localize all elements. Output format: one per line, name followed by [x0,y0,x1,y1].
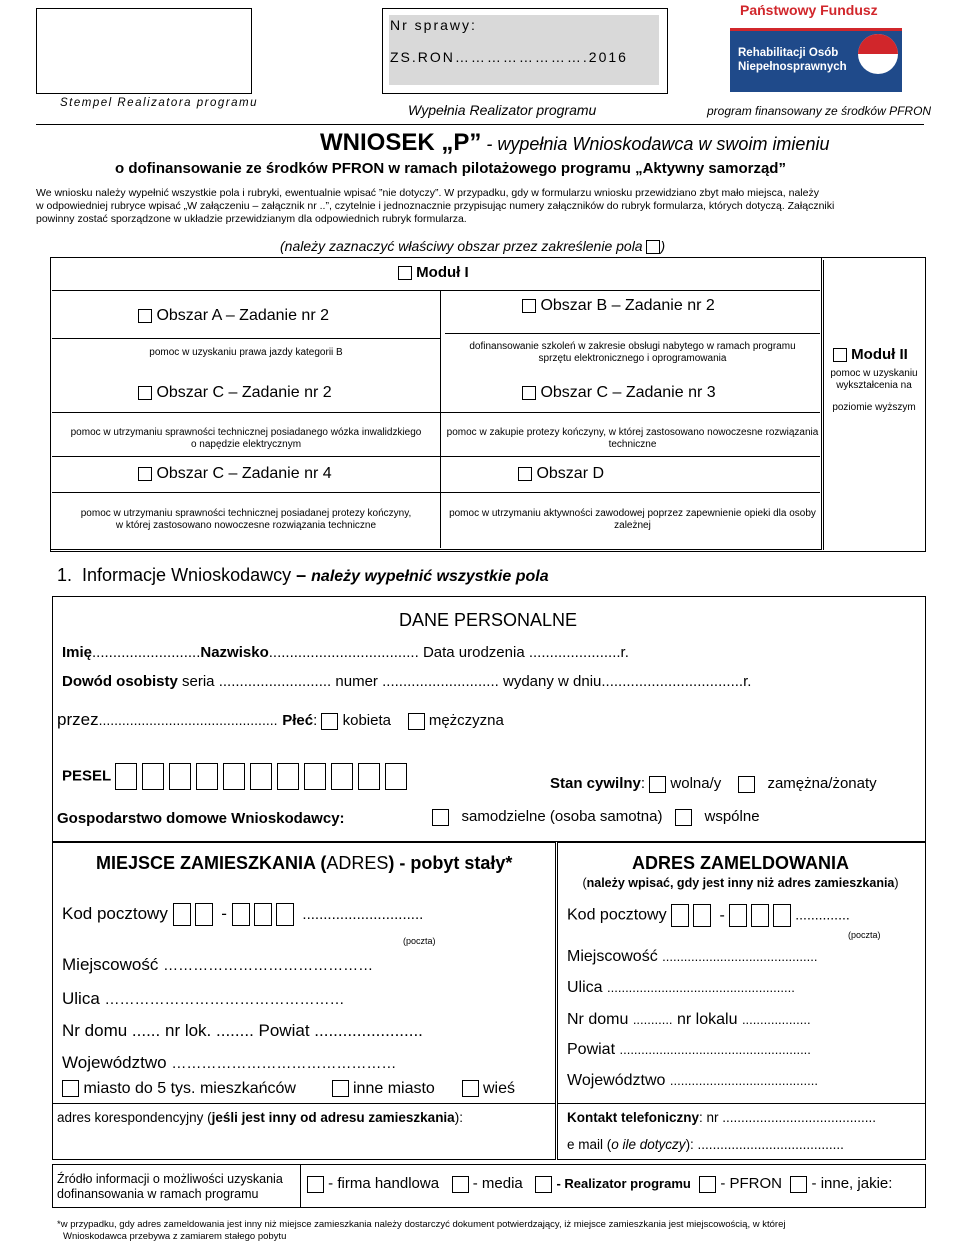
registration-note: (należy wpisać, gdy jest inny niż adres zamieszkania) [582,876,899,890]
res-locality-type-row: miasto do 5 tys. mieszkańców inne miasto wieś [62,1080,515,1098]
form-subtitle: o dofinansowanie ze środków PFRON w ramach pilotażowego programu „Aktywny samorząd” [115,160,786,177]
source-media-checkbox[interactable] [452,1176,469,1193]
id-issue-date-field[interactable]: ..................................r. [601,673,752,690]
source-label: Źródło informacji o możliwości uzyskania dofinansowania w ramach programu [57,1172,283,1201]
issuer-field[interactable]: .............................................. [98,712,278,728]
logo-emblem [858,34,898,74]
reg-city-row[interactable]: Miejscowość ........................................... [567,948,818,965]
res-voivodeship-row[interactable]: Województwo ……………………………………… [62,1053,397,1072]
modul2-title[interactable]: Moduł II [833,346,908,363]
reg-street-row[interactable]: Ulica .................................................... [567,979,795,996]
area-a2-desc: pomoc w uzyskaniu prawa jazdy kategorii B [149,347,343,358]
locality-small-town-checkbox[interactable] [62,1080,79,1097]
residence-heading: MIEJSCE ZAMIESZKANIA (ADRES) - pobyt stały* [96,853,513,873]
stamp-box [36,8,252,94]
modul1-checkbox[interactable] [398,266,412,280]
logo-line3: Niepełnosprawnych [738,61,847,73]
household-options: samodzielne (osoba samotna) wspólne [432,808,760,826]
marital-single-checkbox[interactable] [649,776,666,793]
household-row: Gospodarstwo domowe Wnioskodawcy: [57,810,345,827]
source-realizator-checkbox[interactable] [535,1176,552,1193]
birth-date-field[interactable]: ......................r. [528,644,629,661]
area-c3-title[interactable]: Obszar C – Zadanie nr 3 [522,384,716,402]
area-d-desc: pomoc w utrzymaniu aktywności zawodowej poprzez zapewnienie opieki dla osoby zależnej [449,508,816,531]
modul1-label[interactable]: Moduł I [398,264,469,281]
modul2-desc: pomoc w uzyskaniu wykształcenia na poziomie wyższym [830,368,918,413]
source-other-checkbox[interactable] [790,1176,807,1193]
id-row: Dowód osobisty seria ........................... numer ............................ wydany w dniu..................................r. [62,673,752,690]
res-house-row[interactable]: Nr domu ...... nr lok. ........ Powiat ....................... [62,1021,423,1040]
gender-female-checkbox[interactable] [321,713,338,730]
res-postal-code-boxes[interactable]: - [173,904,298,923]
area-a2-title[interactable]: Obszar A – Zadanie nr 2 [138,307,329,325]
area-c4-title[interactable]: Obszar C – Zadanie nr 4 [138,465,332,483]
financed-label: program finansowany ze środków PFRON [707,104,932,118]
logo-line1: Państwowy Fundusz [740,2,878,18]
res-city-row[interactable]: Miejscowość …………………………………… [62,955,374,974]
gender-male-checkbox[interactable] [408,713,425,730]
case-number-box [382,8,668,94]
stamp-label: Stempel Realizatora programu [60,97,258,109]
area-c2-desc: pomoc w utrzymaniu sprawności technicznej posiadanego wózka inwalidzkiego o napędzie elektrycznym [70,427,422,450]
area-b2-desc: dofinansowanie szkoleń w zakresie obsługi nabytego w ramach programu sprzętu elektronicznego i oprogramowania [469,341,796,364]
source-options: - firma handlowa - media - Realizator programu - PFRON - inne, jakie: [307,1175,892,1193]
pesel-row: PESEL [62,763,412,790]
correspondence-label[interactable]: adres korespondencyjny (jeśli jest inny od adresu zamieszkania): [57,1110,463,1125]
footnote: *w przypadku, gdy adres zameldowania jest inny niż miejsce zamieszkania należy dostarczyć dokument potwierdzający, iż miejsce zamieszkania jest miejscowością, w której Wnioskodawca przebywa z zamiarem stałego pobytu [57,1219,786,1242]
household-shared-checkbox[interactable] [675,809,692,826]
registration-heading: ADRES ZAMELDOWANIA [632,853,849,873]
pfron-logo [730,0,902,92]
reg-voivodeship-row[interactable]: Województwo ......................................... [567,1072,818,1089]
areas-instruction: (należy zaznaczyć właściwy obszar przez zakreślenie pola ) [280,238,666,254]
form-title: WNIOSEK „P” - wypełnia Wnioskodawca w swoim imieniu [320,129,830,156]
email-row[interactable]: e mail (o ile dotyczy): ....................................... [567,1137,844,1152]
logo-line2: Rehabilitacji Osób [738,47,839,59]
marital-row: Stan cywilny: wolna/y zamężna/żonaty [550,775,877,792]
res-post-office-field[interactable]: ............................. [302,905,424,923]
issuer-row: przez.............................................. Płeć: kobieta mężczyzna [57,710,504,729]
source-pfron-checkbox[interactable] [699,1176,716,1193]
first-name-field[interactable]: .......................... [92,644,201,661]
reg-postal-code-boxes[interactable]: - [671,907,795,924]
id-series-field[interactable]: ........................... [218,673,332,690]
area-c2-title[interactable]: Obszar C – Zadanie nr 2 [138,384,332,402]
reg-poczta-label: (poczta) [848,930,881,940]
id-number-field[interactable]: ............................ [382,673,499,690]
section1-heading: 1. Informacje Wnioskodawcy – należy wypełnić wszystkie pola [57,565,549,585]
reg-house-row[interactable]: Nr domu ........... nr lokalu ................... [567,1011,811,1028]
personal-heading: DANE PERSONALNE [398,610,578,630]
res-poczta-label: (poczta) [403,936,436,946]
last-name-field[interactable]: .................................... [268,644,419,661]
res-postal-row: Kod pocztowy - ............................. [62,903,423,926]
source-shop-checkbox[interactable] [307,1176,324,1193]
area-c4-desc: pomoc w utrzymaniu sprawności technicznej posiadanej protezy kończyny, w której zastosowano nowoczesne rozwiązania techniczne [80,508,412,531]
locality-other-city-checkbox[interactable] [332,1080,349,1097]
case-number-label: Nr sprawy: [390,17,477,33]
case-number-value[interactable]: ZS.RON…………………….2016 [390,49,628,65]
area-d-title[interactable]: Obszar D [518,465,604,483]
reg-postal-row: Kod pocztowy - .............. [567,904,850,927]
marital-married-checkbox[interactable] [738,776,755,793]
realizator-fill-label: Wypełnia Realizator programu [408,102,597,118]
pesel-boxes[interactable] [115,763,412,790]
phone-row[interactable]: Kontakt telefoniczny: nr ......................................... [567,1110,877,1125]
name-row: Imię..........................Nazwisko.................................... Data urodzenia ......................r. [62,644,629,661]
intro-text: We wniosku należy wypełnić wszystkie pola i rubryki, ewentualnie wpisać ”nie dotyczy”. W przypadku, gdy w formularzu wniosku przewidziano zbyt mało miejsca, należy w odpowiedniej rubryce wpisać „W załączeniu – załącznik nr ..”, czytelnie i jednoznacznie przypisując numery załączników do rubryk formularza, których dotyczą. Załączniki powinny zostać sporządzone w układzie przewidzianym dla odpowiednich rubryk formularza. [36,187,835,225]
reg-county-row[interactable]: Powiat ..................................................... [567,1041,811,1058]
locality-village-checkbox[interactable] [462,1080,479,1097]
res-street-row[interactable]: Ulica ………………………………………… [62,989,345,1008]
household-single-checkbox[interactable] [432,809,449,826]
area-c3-desc: pomoc w zakupie protezy kończyny, w której zastosowano nowoczesne rozwiązania techniczne [446,427,819,450]
area-b2-title[interactable]: Obszar B – Zadanie nr 2 [522,297,715,315]
